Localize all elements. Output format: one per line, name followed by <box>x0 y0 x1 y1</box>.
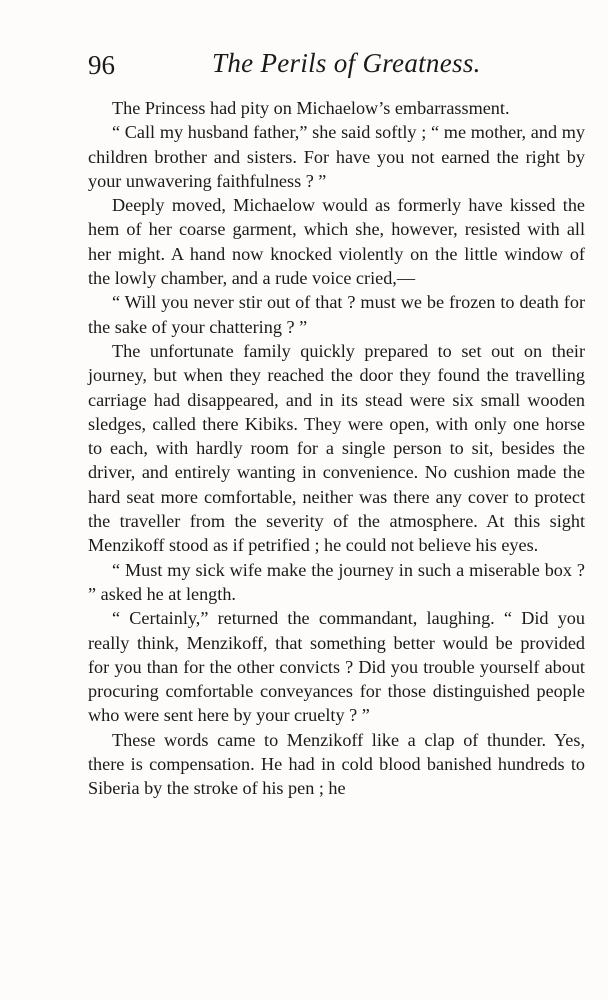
paragraph: The unfortunate family quickly prepared to set out on their journey, but when they reached the door they found the travelling carriage had disappeared, and in its stead were six small wooden sledges, called there Kibiks. They were open, with only one horse to each, with hardly room for a single person to sit, besides the driver, and entirely wanting in convenience. No cushion made the hard seat more comfortable, neither was there any cover to protect the traveller from the severity of the atmosphere. At this sight Menzikoff stood as if petrified ; he could not believe his eyes. <box>88 340 585 556</box>
paragraph: “ Must my sick wife make the journey in such a miserable box ? ” asked he at length. <box>88 559 585 604</box>
body-text <box>88 92 585 801</box>
paragraph: “ Will you never stir out of that ? must we be frozen to death for the sake of your chattering ? ” <box>88 292 585 337</box>
paragraph: These words came to Menzikoff like a clap of thunder. Yes, there is compensation. He had in cold blood banished hundreds to Siberia by the stroke of his pen ; he <box>88 729 585 799</box>
paragraph: “ Call my husband father,” she said softly ; “ me mother, and my children brother and sisters. For have you not earned the right by your unwavering faithfulness ? ” <box>88 122 585 191</box>
paragraph: Deeply moved, Michaelow would as formerly have kissed the hem of her coarse garment, which she, however, resisted with all her might. A hand now knocked violently on the little window of the lowly chamber, and a rude voice cried,— <box>88 195 585 289</box>
paragraph: “ Certainly,” returned the commandant, laughing. “ Did you really think, Menzikoff, that something better would be provided for you than for the other convicts ? Did you trouble yourself about procuring comfortable conveyances for those distinguished people who were sent here by your cruelty ? ” <box>88 608 585 726</box>
paragraph: The Princess had pity on Michaelow’s embarrassment. <box>112 98 510 118</box>
page-number: 96 <box>88 50 115 80</box>
running-title: The Perils of Greatness. <box>212 48 481 78</box>
running-head <box>88 46 580 86</box>
